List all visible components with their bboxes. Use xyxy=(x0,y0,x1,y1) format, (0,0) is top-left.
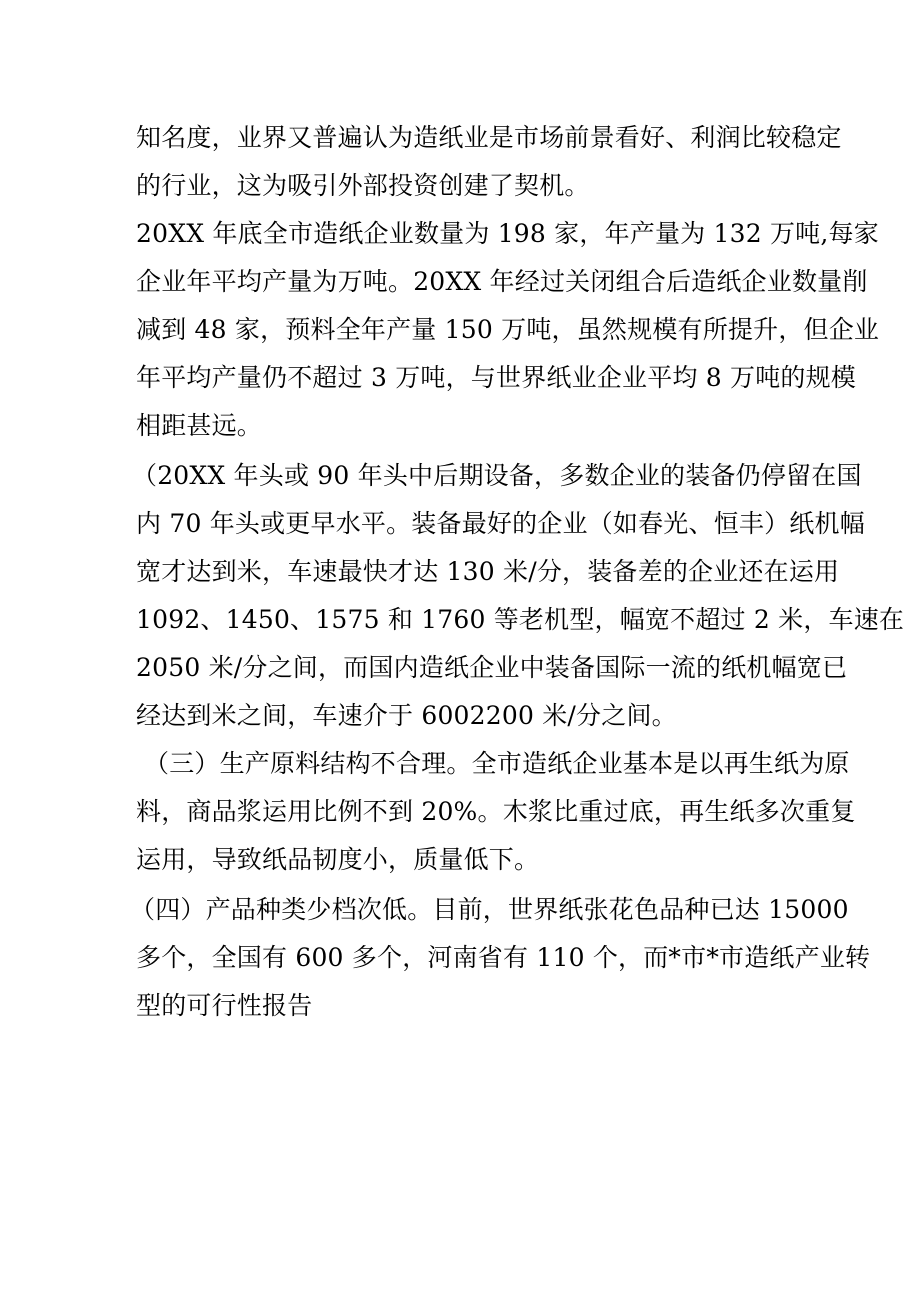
text-line: 内 70 年头或更早水平。装备最好的企业（如春光、恒丰）纸机幅 xyxy=(136,509,865,538)
text-line: 宽才达到米，车速最快才达 130 米/分，装备差的企业还在运用 xyxy=(136,557,840,586)
text-line: （四）产品种类少档次低。目前，世界纸张花色品种已达 15000 xyxy=(130,895,849,924)
text-line: 相距甚远。 xyxy=(136,411,263,440)
text-line: 知名度，业界又普遍认为造纸业是市场前景看好、利润比较稳定 xyxy=(136,123,842,152)
text-line: 型的可行性报告 xyxy=(136,991,313,1020)
text-line: 多个，全国有 600 多个，河南省有 110 个，而*市*市造纸产业转 xyxy=(136,943,871,972)
text-line: 料，商品浆运用比例不到 20%。木浆比重过底，再生纸多次重复 xyxy=(136,797,856,826)
text-line: 减到 48 家，预料全年产量 150 万吨，虽然规模有所提升，但企业 xyxy=(136,315,880,344)
text-line: 2050 米/分之间，而国内造纸企业中装备国际一流的纸机幅宽已 xyxy=(136,653,848,682)
text-line: 运用，导致纸品韧度小，质量低下。 xyxy=(136,845,540,874)
text-line: 年平均产量仍不超过 3 万吨，与世界纸业企业平均 8 万吨的规模 xyxy=(136,363,857,392)
text-line: 经达到米之间，车速介于 6002200 米/分之间。 xyxy=(136,701,677,730)
text-line: 20XX 年底全市造纸企业数量为 198 家，年产量为 132 万吨,每家 xyxy=(136,219,879,248)
text-line: 的行业，这为吸引外部投资创建了契机。 xyxy=(136,171,590,200)
text-line: （三）生产原料结构不合理。全市造纸企业基本是以再生纸为原 xyxy=(144,749,850,778)
text-line: 1092、1450、1575 和 1760 等老机型，幅宽不超过 2 米，车速在 xyxy=(136,605,905,634)
text-line: 企业年平均产量为万吨。20XX 年经过关闭组合后造纸企业数量削 xyxy=(136,267,868,296)
text-line: （20XX 年头或 90 年头中后期设备，多数企业的装备仍停留在国 xyxy=(132,461,862,490)
